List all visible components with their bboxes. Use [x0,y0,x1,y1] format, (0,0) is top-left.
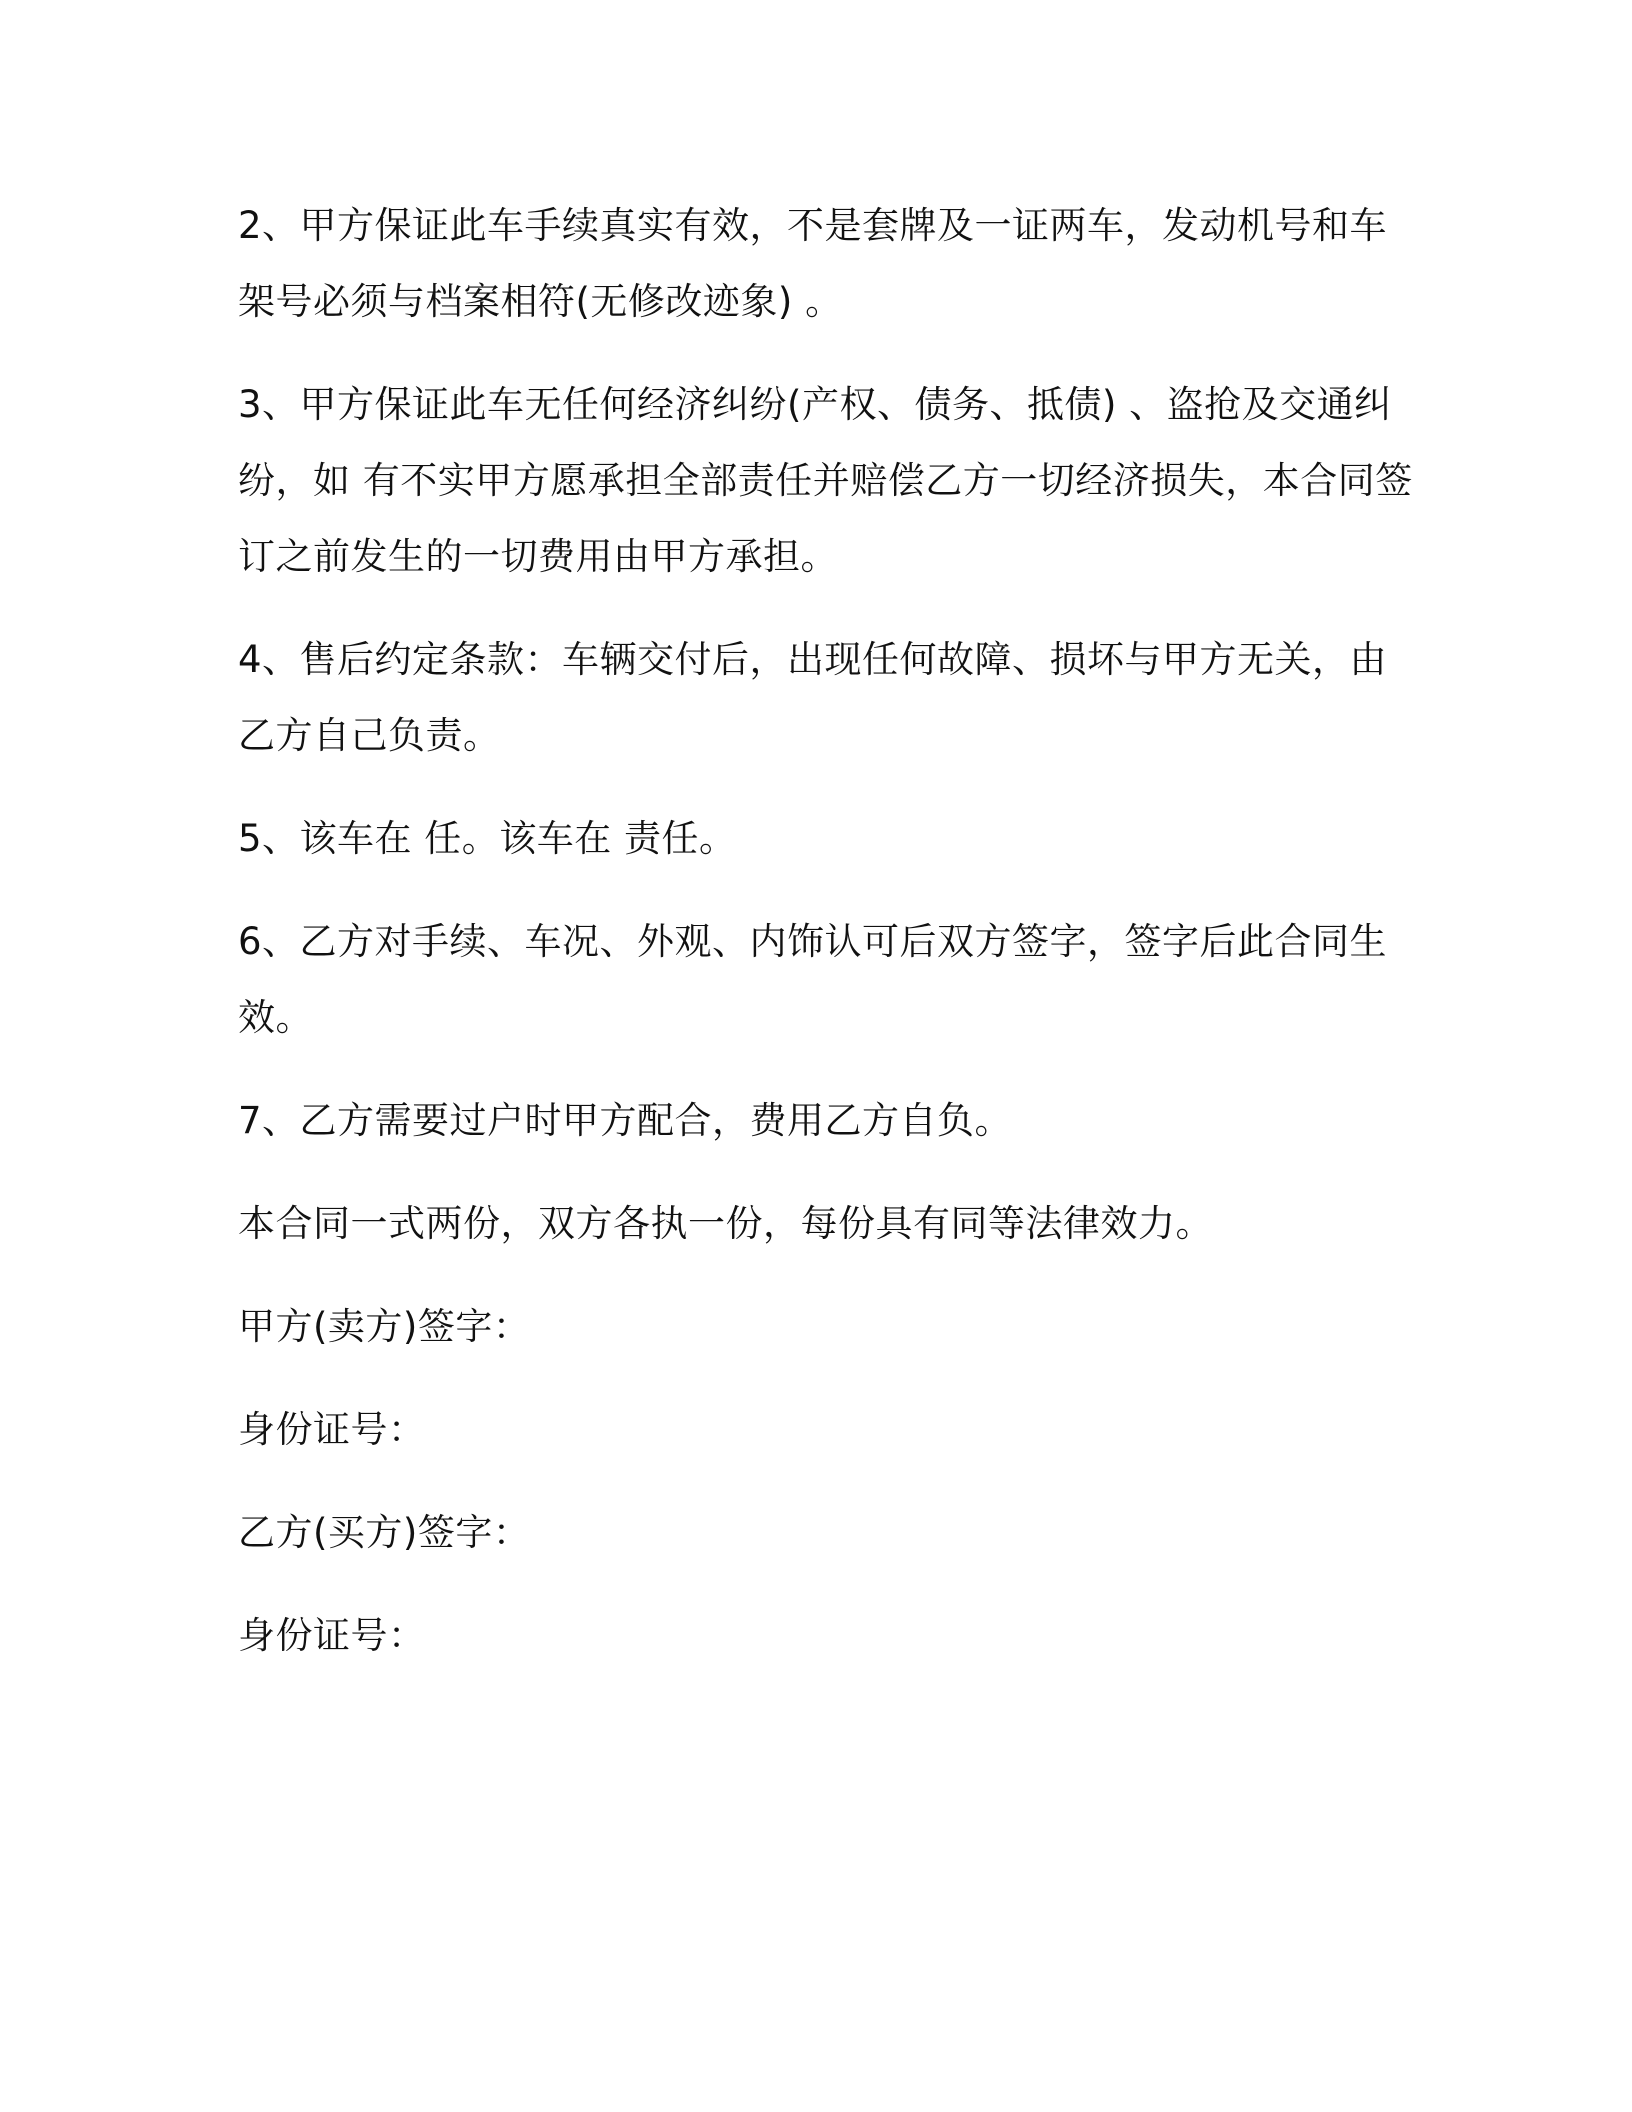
document-body [238,188,1418,1701]
clause-5: 5、该车在 任。该车在 责任。 [238,817,737,860]
clause-3: 3、甲方保证此车无任何经济纠纷(产权、债务、抵债) 、盗抢及交通纠纷，如 有不实甲方愿承担全部责任并赔偿乙方一切经济损失，本合同签订之前发生的一切费用由甲方承担。 [238,383,1413,578]
party-a-signature-label: 甲方(卖方)签字： [238,1305,531,1348]
party-b-signature-label: 乙方(买方)签字： [238,1511,531,1554]
clause-2: 2、甲方保证此车手续真实有效，不是套牌及一证两车，发动机号和车架号必须与档案相符(无修改迹象) 。 [238,204,1388,323]
copies-statement: 本合同一式两份，双方各执一份，每份具有同等法律效力。 [238,1202,1213,1245]
clause-4: 4、售后约定条款：车辆交付后，出现任何故障、损坏与甲方无关，由乙方自己负责。 [238,638,1388,757]
party-b-id-label: 身份证号： [238,1614,426,1657]
clause-7: 7、乙方需要过户时甲方配合，费用乙方自负。 [238,1099,1013,1142]
clause-6: 6、乙方对手续、车况、外观、内饰认可后双方签字，签字后此合同生效。 [238,920,1388,1039]
party-a-id-label: 身份证号： [238,1408,426,1451]
